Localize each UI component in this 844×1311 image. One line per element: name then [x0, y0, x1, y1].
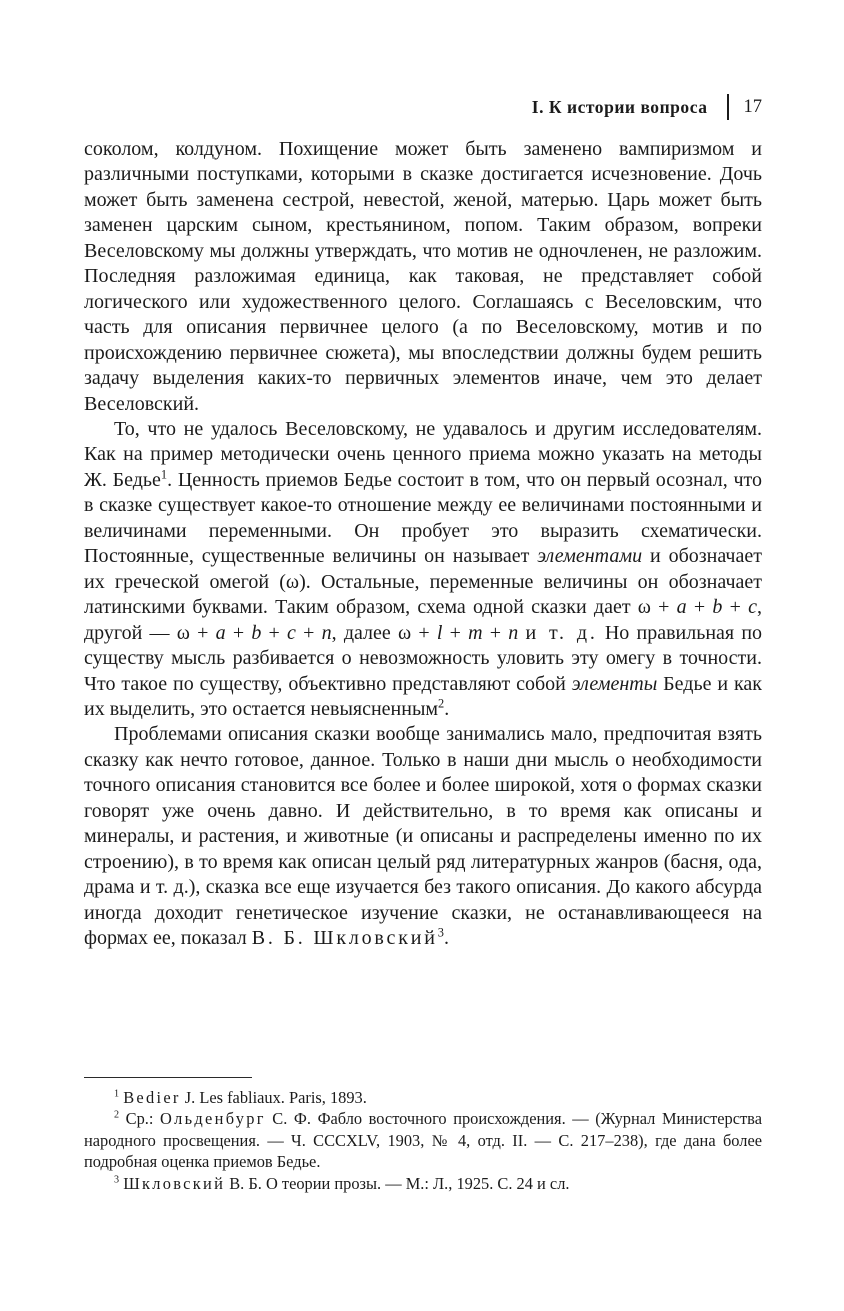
text-run: Проблемами описания сказки вообще занимались мало, предпочитая взять сказку как нечто готовое, данное. Только в наши дни мысль о необходимости точного описания становится все более и более широкой, хотя о формах сказки говорят уже очень давно. И действительно, в то время как описаны и минералы, и растения, и животные (и описаны и распределены именно по их строению), в то время как описан целый ряд литературных жанров (басня, ода, драма и т. д.), сказка все еще изучается без такого описания. До какого абсурда иногда доходит генетическое изучение сказки, не останавливающееся на формах ее, показал: [84, 723, 762, 950]
footnote-ref: 1: [160, 467, 168, 482]
text-run: соколом, колдуном. Похищение может быть заменено вампиризмом и различными поступками, которыми в сказке достигается исчезновение. Дочь может быть заменена сестрой, невестой, женой, матерью. Царь может быть заменен царским сыном, крестьянином, попом. Таким образом, вопреки Веселовскому мы должны утверждать, что мотив не одночленен, не разложим. Последняя разложимая единица, как таковая, не представляет собой логического или художественного целого. Соглашаясь с Веселовским, что часть для описания первичнее целого (а по Веселовскому, мотив и по происхождению первичнее сюжета), мы впоследствии должны будем решить задачу выделения каких-то первичных элементов иначе, чем это делает Веселовский.: [84, 138, 762, 415]
text-run: l: [436, 621, 443, 644]
text-run: n: [321, 621, 332, 644]
text-run: c: [748, 596, 758, 619]
text-run: Bedier: [123, 1088, 181, 1107]
text-run: Шкловский: [123, 1173, 226, 1193]
text-run: С. Ф. Фабло восточного происхождения. — (Журнал Министерства народного просвещения. — Ч. CCCXLV, 1903, № 4, отд. II. — С. 217–238), где дана более подробная оценка приемов Бедье.: [84, 1109, 762, 1172]
text-run: +: [261, 621, 288, 644]
paragraph: [84, 137, 762, 417]
text-run: элементами: [537, 545, 643, 568]
footnote-ref: 2: [438, 696, 445, 711]
text-run: J. Les fabliaux. Paris, 1893.: [180, 1088, 367, 1107]
text-run: a: [676, 596, 687, 619]
footnote-ref: 3: [437, 925, 444, 940]
text-run: , далее ω +: [331, 621, 437, 644]
footnote: [84, 1173, 762, 1194]
footnote-marker: 1: [114, 1088, 120, 1100]
text-run: Ольденбург: [160, 1109, 266, 1129]
text-run: +: [482, 621, 509, 644]
footnote: [84, 1108, 762, 1172]
text-run: .: [444, 697, 450, 720]
text-run: c: [287, 621, 296, 644]
text-run: [518, 622, 525, 644]
text-run: b: [251, 621, 262, 644]
text-run: +: [225, 621, 252, 644]
text-run: a: [215, 621, 226, 644]
text-run: m: [468, 621, 483, 644]
body-text: [84, 137, 762, 952]
paragraph: [84, 417, 762, 722]
footnote: [84, 1087, 762, 1108]
footnote-separator: [84, 1077, 252, 1078]
text-run: +: [722, 596, 749, 619]
text-run: , другой — ω +: [84, 596, 763, 644]
text-run: Ср.:: [125, 1109, 161, 1129]
text-run: То, что не удалось Веселовскому, не удавалось и другим исследователям. Как на пример методически очень ценного приема можно указать на методы Ж. Бедье: [84, 417, 762, 491]
page-header: [84, 94, 762, 120]
text-run: +: [686, 596, 713, 619]
running-title: I. К истории вопроса: [531, 96, 708, 117]
footnote-marker: 3: [114, 1174, 120, 1186]
text-run: В. Б. О теории прозы. — М.: Л., 1925. С. 24 и сл.: [225, 1173, 570, 1193]
text-run: n: [508, 621, 519, 644]
text-run: +: [442, 621, 469, 644]
page-number: 17: [743, 96, 762, 117]
text-run: Но правильная по существу мысль разбивается о невозможность уловить эту омегу в точности. Что такое по существу, объективно представляют собой: [84, 621, 763, 695]
text-run: .: [443, 927, 449, 950]
text-run: Бедье и как их выделить, это остается невыясненным: [84, 672, 762, 720]
footnotes: [84, 1087, 762, 1194]
text-run: и обозначает их греческой омегой (ω). Остальные, переменные величины он обозначает латинскими буквами. Таким образом, схема одной сказки дает ω +: [84, 545, 762, 619]
text-run: и т. д.: [525, 621, 598, 644]
text-run: элементы: [571, 672, 658, 695]
text-run: В. Б. Шкловский: [251, 927, 438, 950]
paragraph: [84, 722, 762, 951]
text-run: . Ценность приемов Бедье состоит в том, что он первый осознал, что в сказке существует какое-то отношение между ее величинами постоянными и величинами переменными. Он пробует это выразить схематически. Постоянные, существенные величины он называет: [84, 468, 762, 568]
header-divider: [727, 94, 729, 120]
footnote-marker: 2: [114, 1109, 120, 1121]
text-run: +: [295, 621, 322, 644]
text-run: b: [712, 596, 723, 619]
